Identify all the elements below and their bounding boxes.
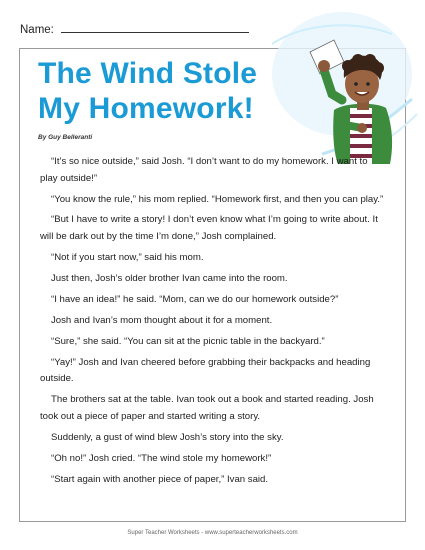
story-paragraph: The brothers sat at the table. Ivan took out a book and started reading. Josh took out a piece of paper and started writing a story. [40, 394, 374, 422]
author-byline: By Guy Belleranti [38, 134, 93, 141]
title-line-2: My Homework! [38, 92, 254, 125]
story-paragraph: “Oh no!” Josh cried. “The wind stole my homework!” [51, 452, 272, 464]
story-body [40, 154, 386, 492]
story-paragraph: Josh and Ivan’s mom thought about it for a moment. [51, 314, 273, 326]
story-paragraph: Just then, Josh’s older brother Ivan came into the room. [51, 272, 288, 284]
name-field-row [20, 22, 249, 36]
story-paragraph: “Start again with another piece of paper,” Ivan said. [51, 473, 269, 485]
story-paragraph: “I have an idea!” he said. “Mom, can we do our homework outside?” [51, 293, 339, 305]
story-paragraph: “Yay!” Josh and Ivan cheered before grabbing their backpacks and heading outside. [40, 356, 371, 385]
title-line-1: The Wind Stole [38, 57, 258, 90]
story-paragraph: “Sure,” she said. “You can sit at the picnic table in the backyard.” [51, 335, 325, 347]
boy-holding-paper-in-wind-icon [262, 4, 422, 164]
footer-credit: Super Teacher Worksheets - www.superteacherworksheets.com [127, 530, 298, 536]
name-label: Name: [20, 24, 54, 36]
story-paragraph: Suddenly, a gust of wind blew Josh’s story into the sky. [51, 431, 284, 443]
name-blank-line[interactable] [61, 22, 249, 33]
story-paragraph: “It’s so nice outside,” said Josh. “I don’t want to do my homework. I want to play outside!” [40, 156, 368, 184]
page-title [38, 56, 257, 126]
story-paragraph: “Not if you start now,” said his mom. [51, 252, 204, 264]
story-paragraph: “But I have to write a story! I don’t even know what I’m going to write about. It will be dark out by the time I’m done,” Josh complained. [40, 214, 378, 243]
story-paragraph: “You know the rule,” his mom replied. “Homework first, and then you can play.” [51, 193, 384, 205]
